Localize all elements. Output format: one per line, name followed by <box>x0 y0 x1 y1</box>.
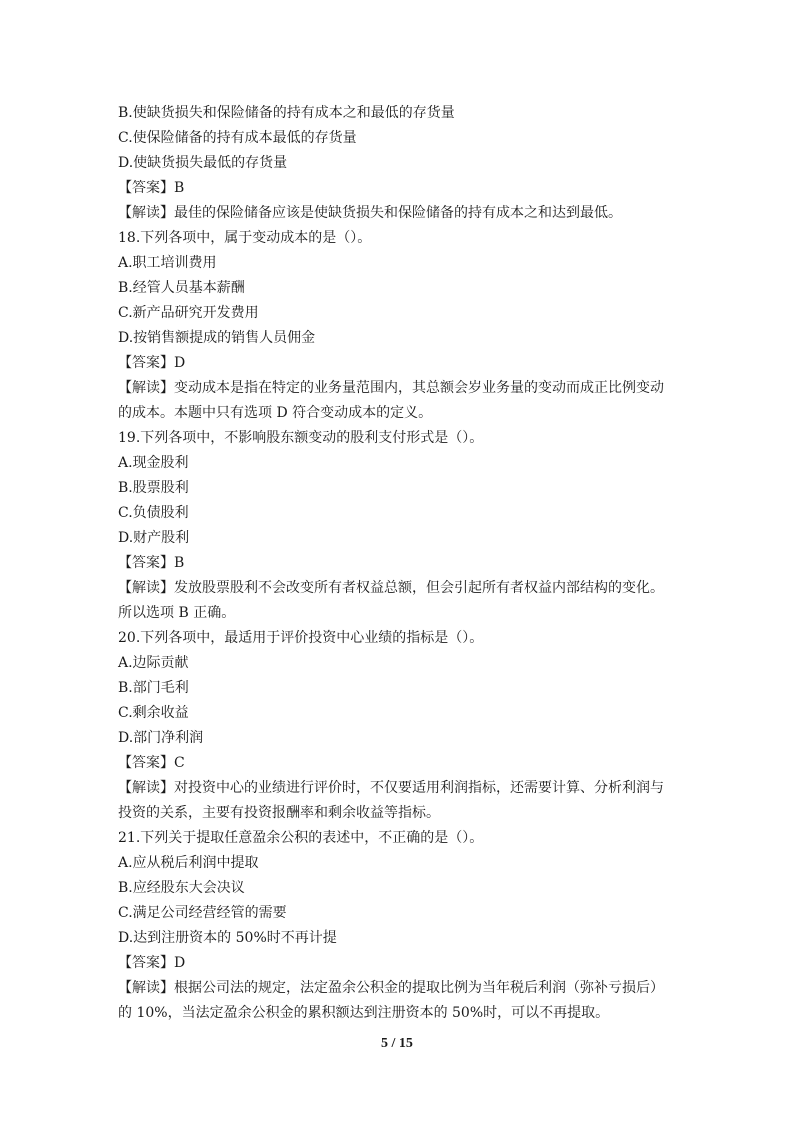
explanation-line: 所以选项 B 正确。 <box>118 605 236 621</box>
question-20: 20.下列各项中，最适用于评价投资中心业绩的指标是（）。 <box>118 630 484 646</box>
option-line: B.部门毛利 <box>118 680 189 696</box>
explanation-line: 【解读】根据公司法的规定，法定盈余公积金的提取比例为当年税后利润（弥补亏损后） <box>118 980 664 996</box>
option-line: A.职工培训费用 <box>118 255 217 271</box>
explanation-line: 的 10%，当法定盈余公积金的累积额达到注册资本的 50%时，可以不再提取。 <box>118 1005 610 1021</box>
answer-line: 【答案】D <box>118 955 186 971</box>
option-line: A.现金股利 <box>118 455 189 471</box>
question-18: 18.下列各项中，属于变动成本的是（）。 <box>118 230 372 246</box>
explanation-line: 的成本。本题中只有选项 D 符合变动成本的定义。 <box>118 405 433 421</box>
option-line: B.股票股利 <box>118 480 189 496</box>
explanation-line: 【解读】对投资中心的业绩进行评价时，不仅要适用利润指标，还需要计算、分析利润与 <box>118 780 664 796</box>
option-line: B.经管人员基本薪酬 <box>118 280 245 296</box>
option-line: D.财产股利 <box>118 530 190 546</box>
answer-line: 【答案】B <box>118 180 185 196</box>
explanation-line: 【解读】发放股票股利不会改变所有者权益总额，但会引起所有者权益内部结构的变化。 <box>118 580 664 596</box>
option-line: D.按销售额提成的销售人员佣金 <box>118 330 316 346</box>
explanation-line: 【解读】最佳的保险储备应该是使缺货损失和保险储备的持有成本之和达到最低。 <box>118 205 622 221</box>
option-line: C.负债股利 <box>118 505 189 521</box>
option-line: C.满足公司经营经管的需要 <box>118 905 287 921</box>
text-line: C.使保险储备的持有成本最低的存货量 <box>118 130 357 146</box>
page-number: 5 / 15 <box>381 1036 413 1051</box>
explanation-line: 投资的关系，主要有投资报酬率和剩余收益等指标。 <box>118 805 440 821</box>
option-line: C.剩余收益 <box>118 705 189 721</box>
question-19: 19.下列各项中，不影响股东额变动的股利支付形式是（）。 <box>118 430 484 446</box>
document-body <box>118 101 678 1026</box>
option-line: A.边际贡献 <box>118 655 189 671</box>
option-line: D.达到注册资本的 50%时不再计提 <box>118 930 337 946</box>
question-21: 21.下列关于提取任意盈余公积的表述中，不正确的是（）。 <box>118 830 484 846</box>
text-line: B.使缺货损失和保险储备的持有成本之和最低的存货量 <box>118 105 455 121</box>
text-line: D.使缺货损失最低的存货量 <box>118 155 288 171</box>
option-line: B.应经股东大会决议 <box>118 880 245 896</box>
answer-line: 【答案】D <box>118 355 186 371</box>
answer-line: 【答案】C <box>118 755 185 771</box>
option-line: A.应从税后利润中提取 <box>118 855 259 871</box>
option-line: D.部门净利润 <box>118 730 204 746</box>
answer-line: 【答案】B <box>118 555 185 571</box>
explanation-line: 【解读】变动成本是指在特定的业务量范围内，其总额会岁业务量的变动而成正比例变动 <box>118 380 664 396</box>
option-line: C.新产品研究开发费用 <box>118 305 259 321</box>
